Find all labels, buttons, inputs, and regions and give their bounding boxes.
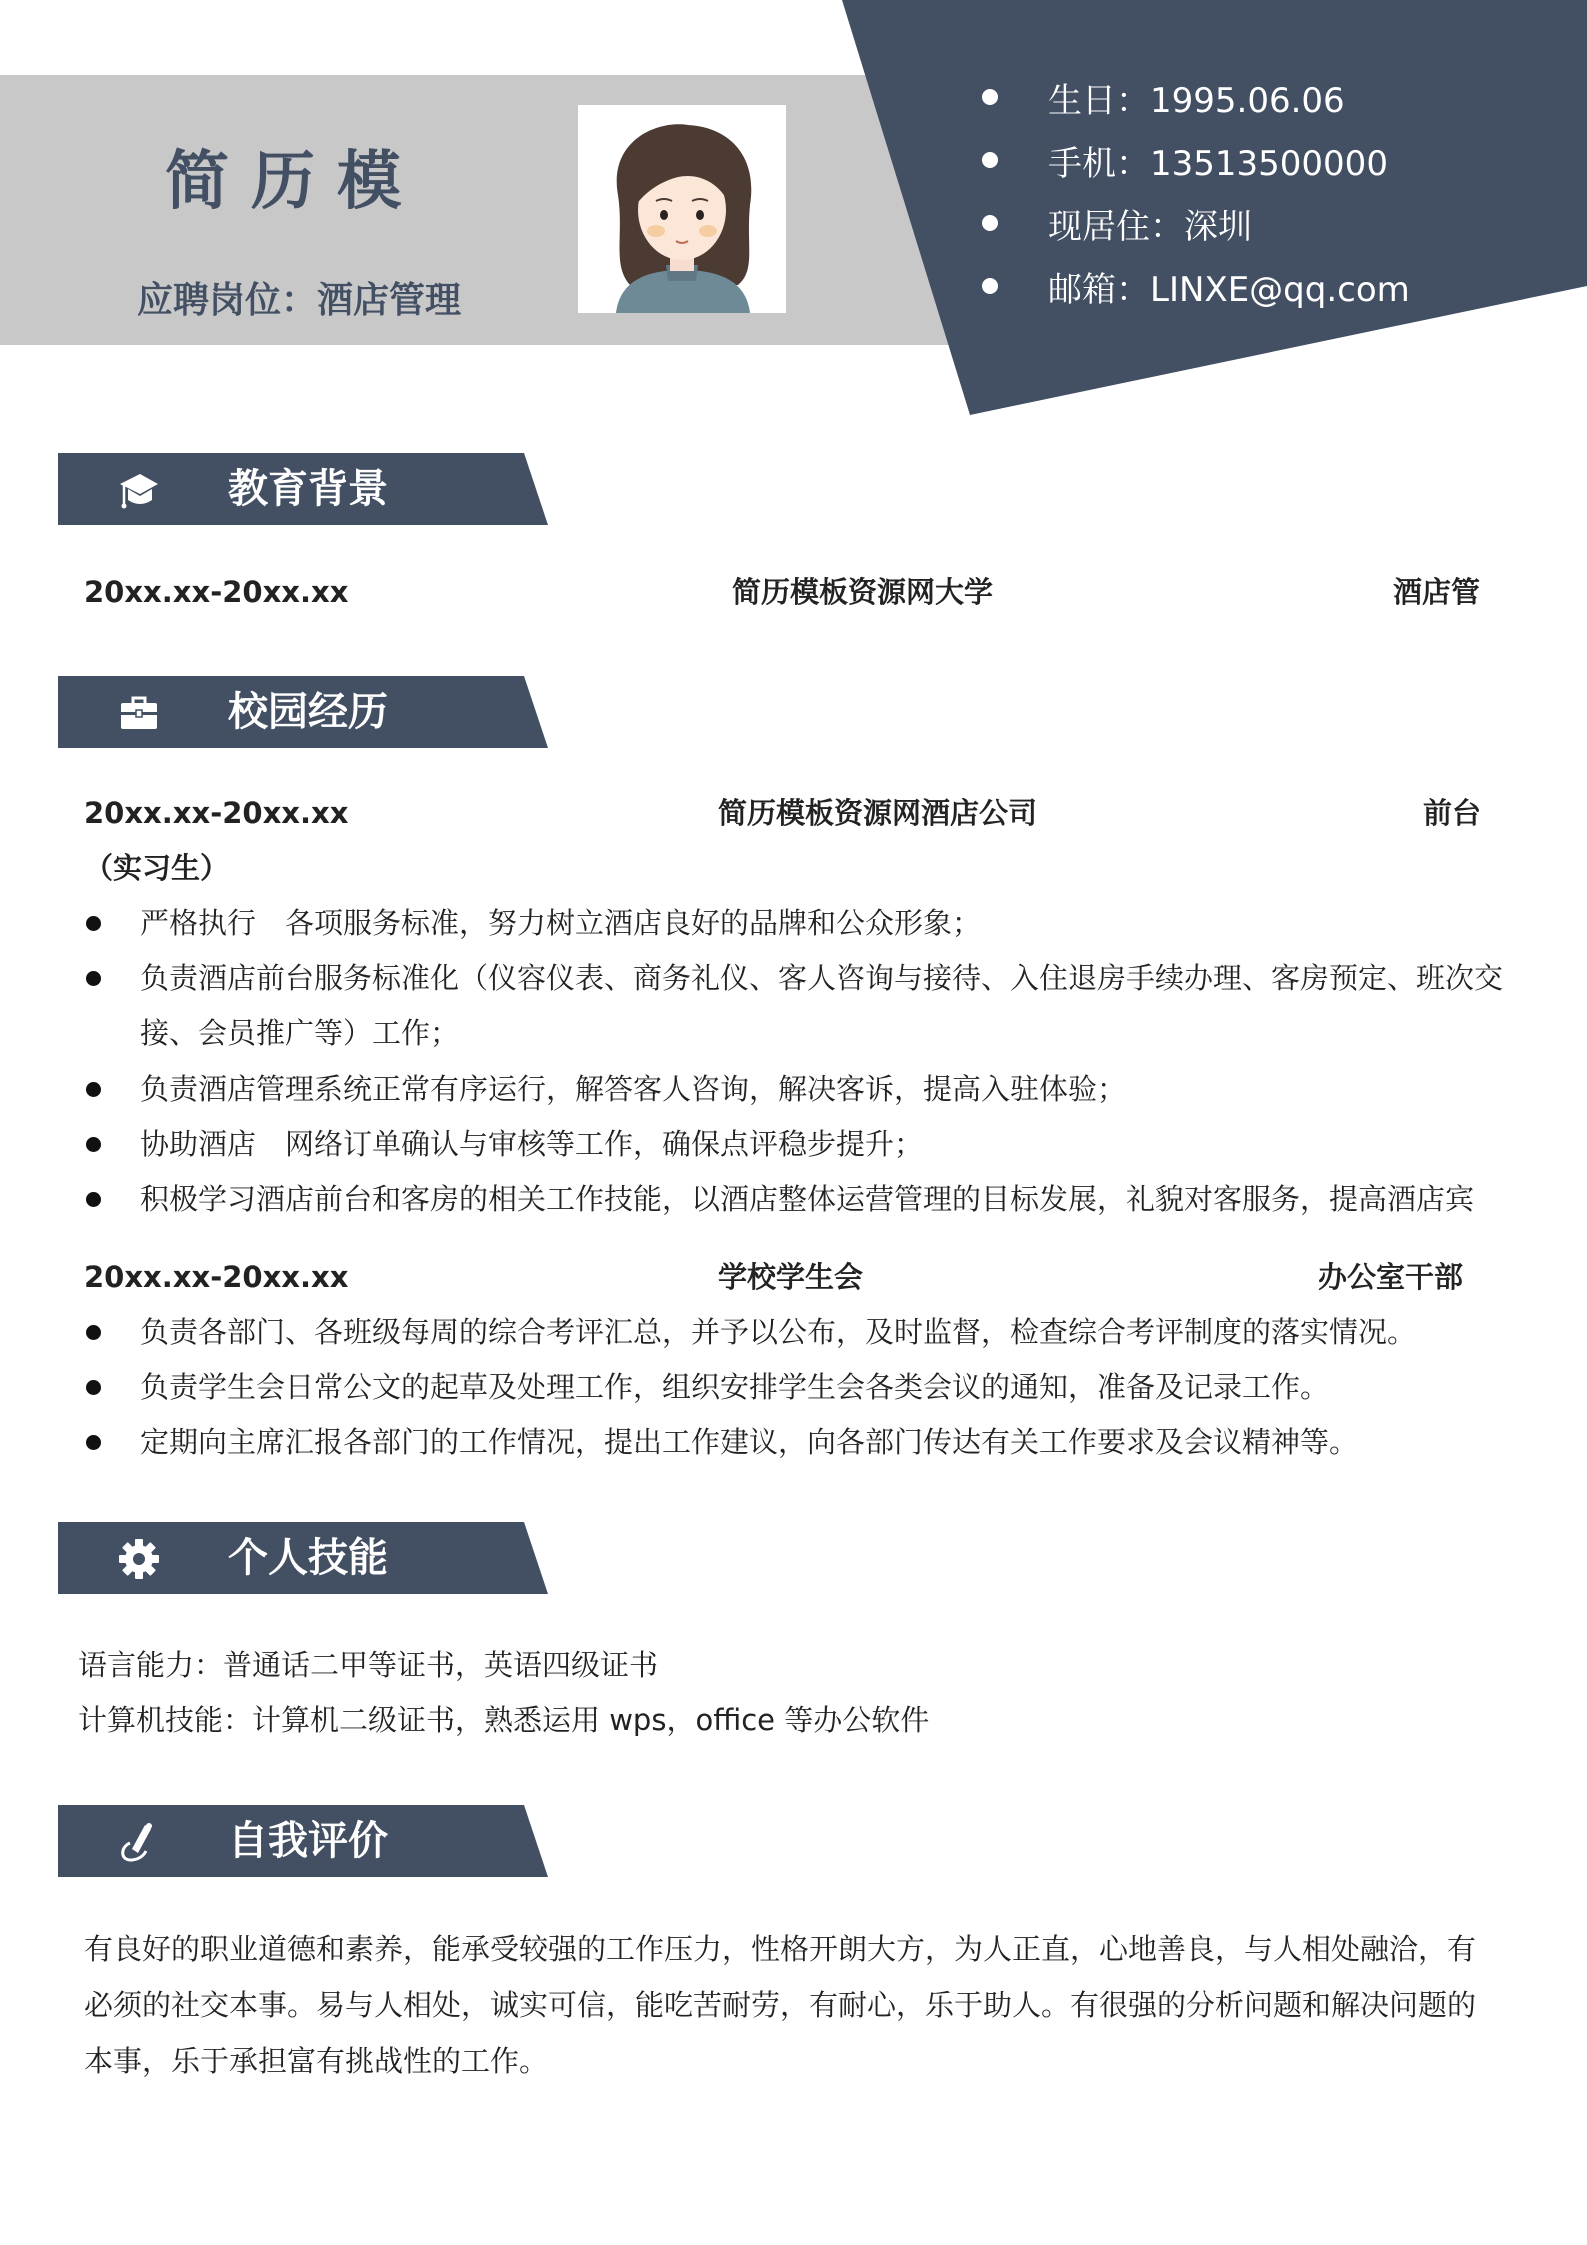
campus-2-bullet: 负责各部门、各班级每周的综合考评汇总，并予以公布，及时监督，检查综合考评制度的落实情况。 [84,1305,1504,1360]
bullet-dot [982,278,998,294]
section-header-self-eval [58,1805,548,1877]
education-major: 酒店管 [1393,575,1481,609]
info-birthday-text: 生日：1995.06.06 [1048,80,1345,121]
campus-1-bullet: 负责酒店管理系统正常有序运行，解答客人咨询，解决客诉，提高入驻体验； [84,1062,1504,1117]
campus-1-bullet: 积极学习酒店前台和客房的相关工作技能，以酒店整体运营管理的目标发展，礼貌对客服务，提高酒店宾 [84,1172,1504,1227]
campus-2-org: 学校学生会 [718,1260,864,1294]
campus-2-role: 办公室干部 [1318,1260,1464,1294]
avatar-photo [578,105,786,313]
briefcase-icon [118,692,160,734]
section-title-campus: 校园经历 [228,689,388,735]
campus-1-date: 20xx.xx-20xx.xx [84,796,349,830]
gear-icon [118,1538,160,1580]
campus-1-role: 前台 [1423,796,1482,830]
campus-1-bullet: 负责酒店前台服务标准化（仪容仪表、商务礼仪、客人咨询与接待、入住退房手续办理、客房预定、班次交接、会员推广等）工作； [84,951,1504,1061]
section-header-campus [58,676,548,748]
section-title-education: 教育背景 [228,466,388,512]
education-date: 20xx.xx-20xx.xx [84,575,349,609]
skill-language: 语言能力：普通话二甲等证书，英语四级证书 [78,1648,659,1682]
campus-2-bullet: 负责学生会日常公文的起草及处理工作，组织安排学生会各类会议的通知，准备及记录工作。 [84,1360,1504,1415]
campus-1-org: 简历模板资源网酒店公司 [718,796,1038,830]
campus-2-date: 20xx.xx-20xx.xx [84,1260,349,1294]
info-phone [982,135,1388,185]
self-evaluation-text: 有良好的职业道德和素养，能承受较强的工作压力，性格开朗大方，为人正直，心地善良，与人相处融洽，有必须的社交本事。易与人相处，诚实可信，能吃苦耐劳，有耐心，乐于助人。有很强的分析问题和解决问题的本事，乐于承担富有挑战性的工作。 [84,1932,1477,2078]
info-residence-text: 现居住：深圳 [1048,206,1252,247]
info-email-text: 邮箱：LINXE@qq.com [1048,269,1410,310]
section-header-education [58,453,548,525]
bullet-dot [86,916,101,931]
bullet-dot [86,1137,101,1152]
bullet-dot [86,971,101,986]
bullet-dot [86,1325,101,1340]
section-title-skills: 个人技能 [228,1535,388,1581]
job-position: 应聘岗位：酒店管理 [137,280,462,321]
info-phone-text: 手机：13513500000 [1048,143,1388,184]
bullet-dot [86,1082,101,1097]
bullet-dot [86,1435,101,1450]
skill-computer: 计算机技能：计算机二级证书，熟悉运用 wps，office 等办公软件 [78,1703,930,1737]
campus-2-bullet: 定期向主席汇报各部门的工作情况，提出工作建议，向各部门传达有关工作要求及会议精神等。 [84,1415,1504,1470]
section-header-skills [58,1522,548,1594]
bullet-dot [982,152,998,168]
info-email [982,261,1410,311]
bullet-dot [86,1380,101,1395]
section-title-self-eval: 自我评价 [228,1818,388,1864]
bullet-dot [982,89,998,105]
campus-1-bullet: 协助酒店 网络订单确认与审核等工作，确保点评稳步提升； [84,1117,1504,1172]
education-school: 简历模板资源网大学 [732,575,994,609]
info-birthday [982,72,1345,122]
resume-name: 简历模 [165,145,423,219]
info-residence [982,198,1252,248]
bullet-dot [86,1192,101,1207]
bullet-dot [982,215,998,231]
campus-1-bullet: 严格执行 各项服务标准，努力树立酒店良好的品牌和公众形象； [84,896,1504,951]
graduation-cap-icon [118,469,160,511]
campus-1-note: （实习生） [84,851,230,885]
pen-icon [118,1821,160,1863]
